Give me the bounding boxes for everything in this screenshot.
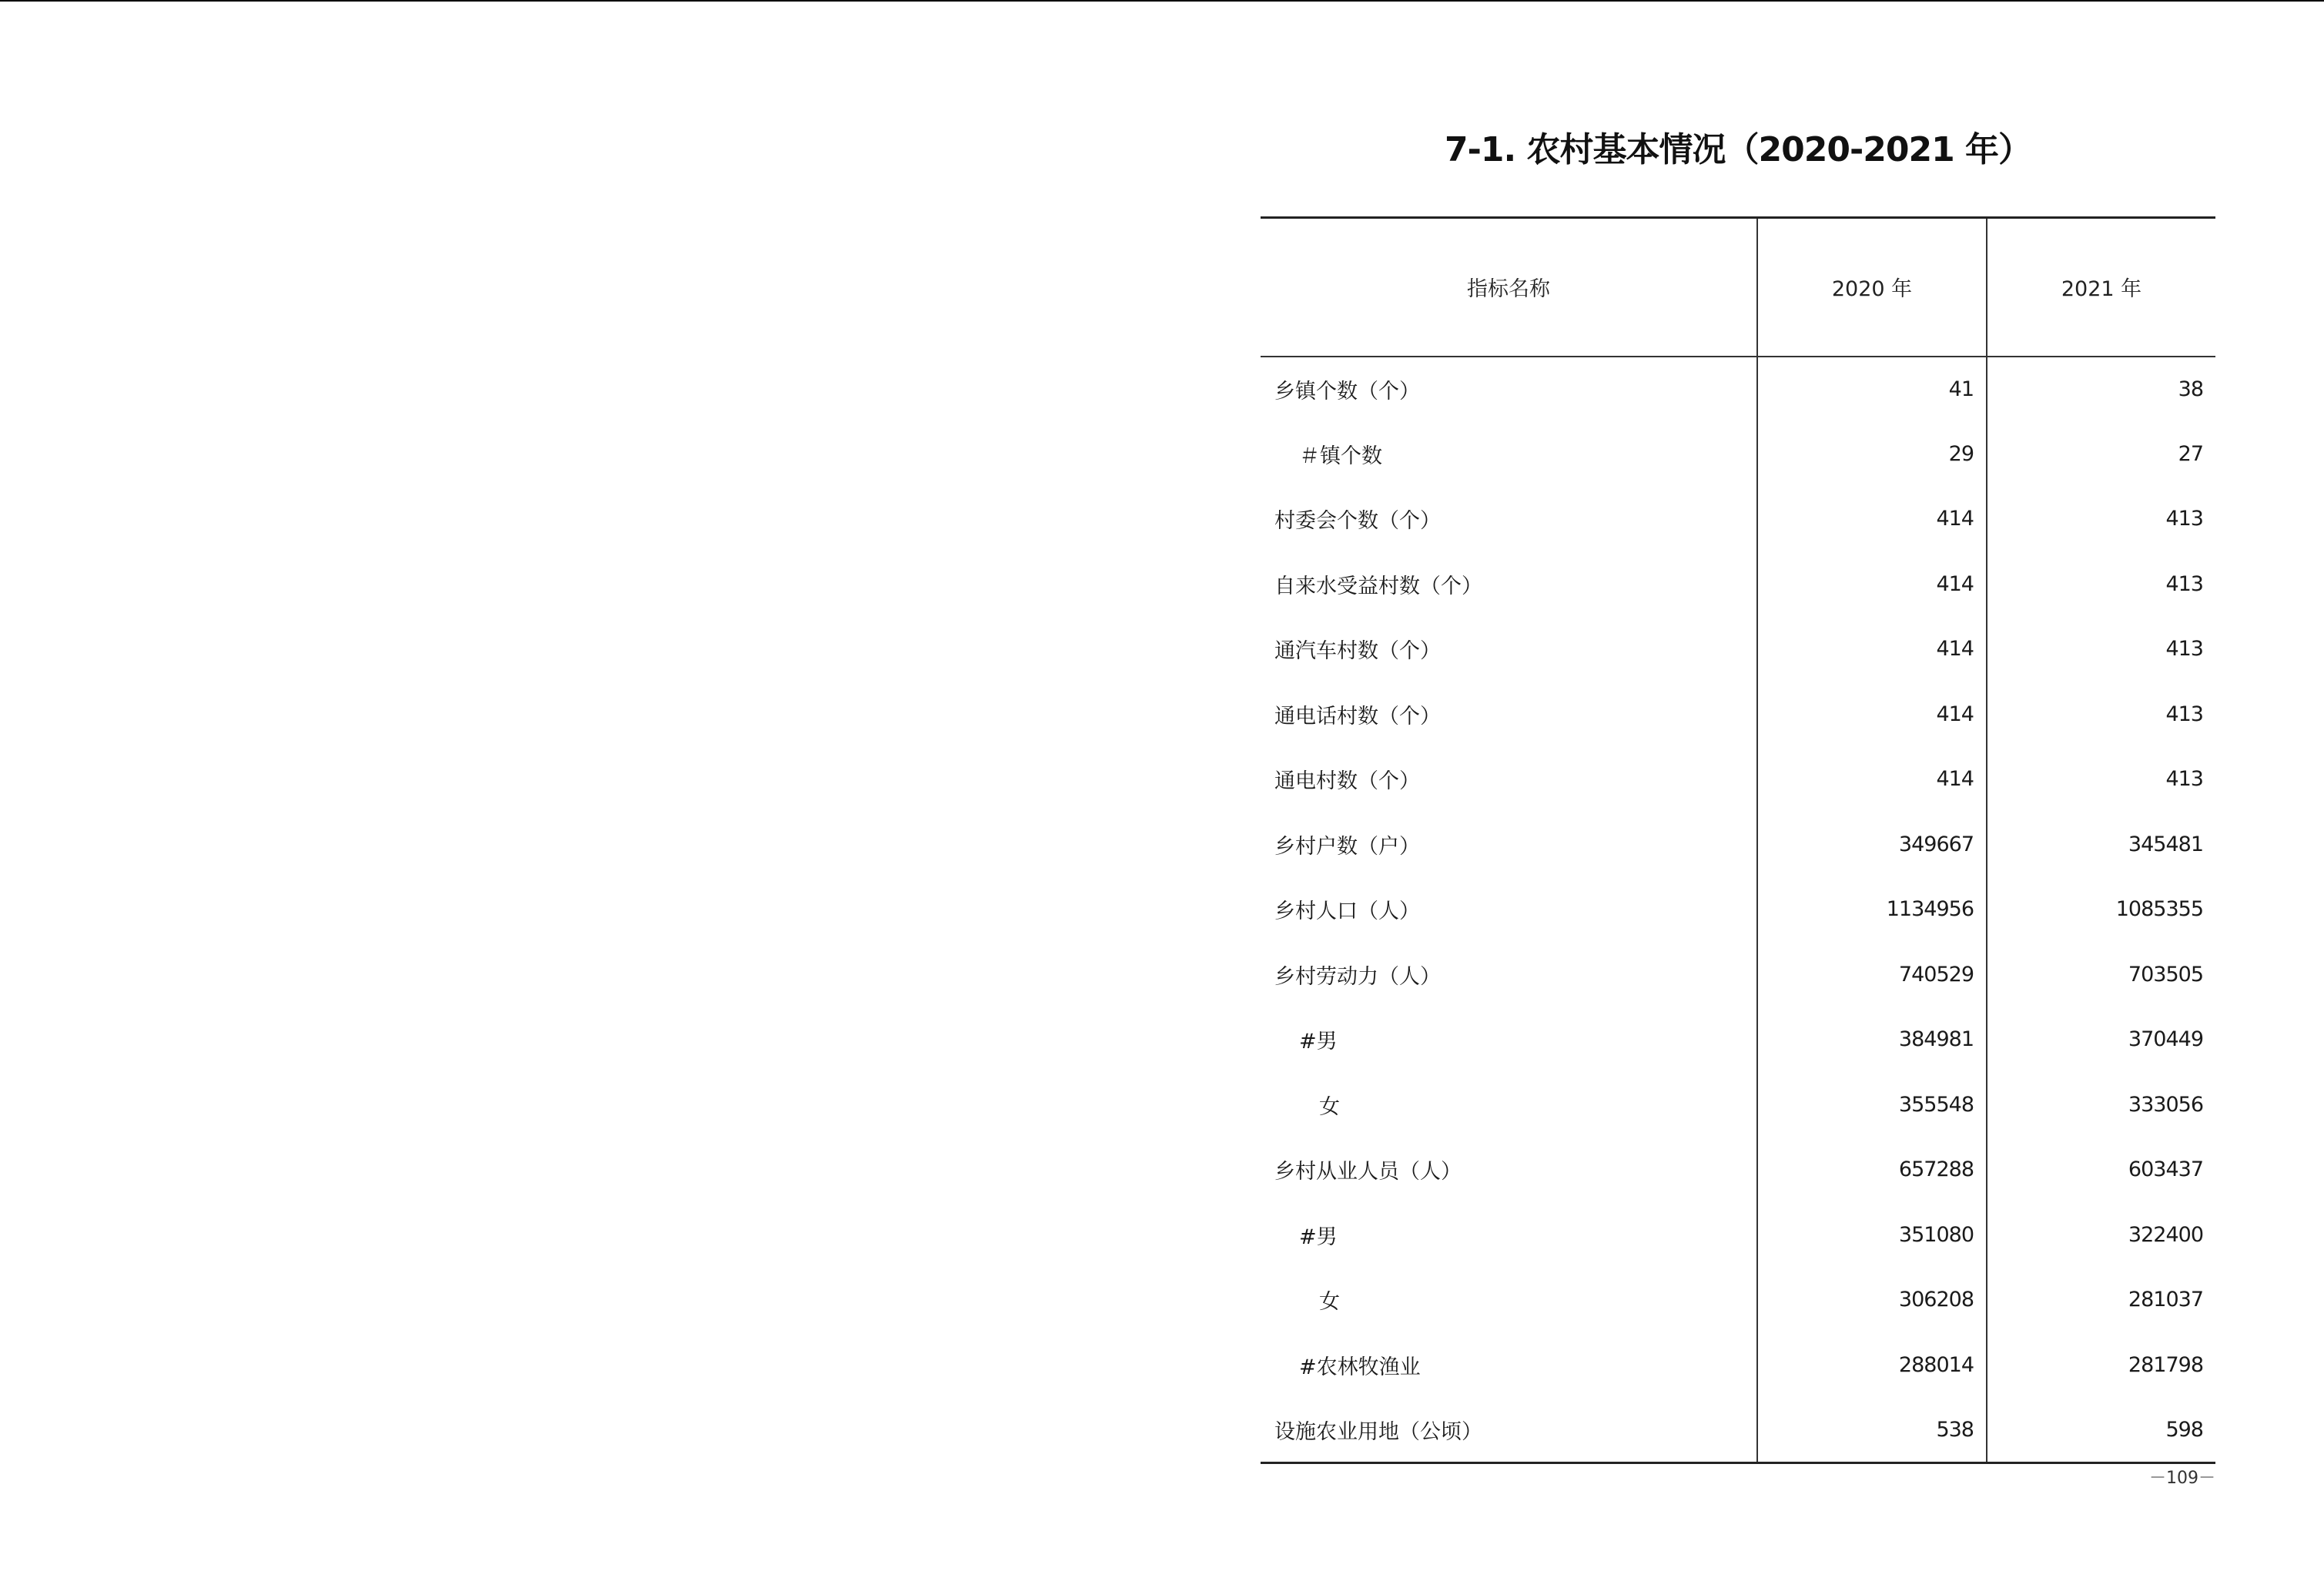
right-page <box>1261 0 2215 1588</box>
table-row <box>1261 682 2215 747</box>
value-2020: 414 <box>1757 682 1987 747</box>
header-year-2021: 2021 年 <box>1987 218 2215 357</box>
value-2020: 414 <box>1757 747 1987 812</box>
table-row <box>1261 1137 2215 1203</box>
value-2020: 349667 <box>1757 812 1987 877</box>
page-title: 7-1. 农村基本情况（2020-2021 年） <box>1444 130 2032 169</box>
value-2020: 414 <box>1757 617 1987 682</box>
value-2021: 598 <box>1987 1398 2215 1463</box>
value-2020: 41 <box>1757 357 1987 422</box>
value-2021: 413 <box>2165 571 2203 596</box>
value-2021: 1085355 <box>2115 897 2203 922</box>
value-2021: 27 <box>2178 441 2203 466</box>
value-2020: 657288 <box>1757 1137 1987 1203</box>
value-2020: 384981 <box>1757 1007 1987 1073</box>
row-label: 村委会个数（个） <box>1274 509 1441 534</box>
value-2021: 413 <box>2165 637 2203 662</box>
value-2021: 281798 <box>2128 1352 2203 1377</box>
header-indicator-name: 指标名称 <box>1261 218 1757 357</box>
value-2021: 281037 <box>2128 1288 2203 1312</box>
value-2021: 413 <box>2165 702 2203 726</box>
value-2021: 345481 <box>2128 832 2203 856</box>
value-2021: 603437 <box>2128 1157 2203 1182</box>
row-label: ＃镇个数 <box>1299 444 1382 468</box>
table-row <box>1261 1332 2215 1398</box>
value-2020: 288014 <box>1757 1332 1987 1398</box>
table-row <box>1261 942 2215 1007</box>
row-label: 通电村数（个） <box>1274 769 1420 794</box>
table-header-row <box>1261 218 2215 357</box>
table-row <box>1261 877 2215 943</box>
table-row <box>1261 421 2215 487</box>
value-2021: 370449 <box>2128 1027 2203 1052</box>
row-label: 通汽车村数（个） <box>1274 639 1441 664</box>
row-label: 自来水受益村数（个） <box>1274 574 1482 598</box>
table-body <box>1261 357 2215 1463</box>
table-row <box>1261 747 2215 812</box>
row-label: 乡村人口（人） <box>1274 900 1420 924</box>
header-year-2020: 2020 年 <box>1757 218 1987 357</box>
value-2020: 414 <box>1757 551 1987 617</box>
table-row <box>1261 1007 2215 1073</box>
table-row <box>1261 812 2215 877</box>
table-row <box>1261 1202 2215 1268</box>
value-2020: 355548 <box>1757 1072 1987 1137</box>
row-label: 乡村从业人员（人） <box>1274 1160 1462 1184</box>
table-row <box>1261 357 2215 422</box>
row-label: #男 <box>1299 1225 1338 1249</box>
value-2020: 306208 <box>1757 1268 1987 1333</box>
table-row <box>1261 1072 2215 1137</box>
rural-stats-table <box>1261 216 2215 1464</box>
value-2020: 414 <box>1757 487 1987 552</box>
table-row <box>1261 1268 2215 1333</box>
value-2020: 538 <box>1757 1398 1987 1463</box>
value-2020: 740529 <box>1757 942 1987 1007</box>
value-2021: 413 <box>2165 507 2203 531</box>
value-2020: 29 <box>1757 421 1987 487</box>
row-label: 乡村劳动力（人） <box>1274 964 1441 989</box>
row-label: #男 <box>1299 1030 1338 1054</box>
row-label: 通电话村数（个） <box>1274 704 1441 729</box>
value-2020: 1134956 <box>1757 877 1987 943</box>
table-row <box>1261 487 2215 552</box>
value-2021: 38 <box>2178 377 2203 401</box>
table-row <box>1261 1398 2215 1463</box>
row-label: 设施农业用地（公顷） <box>1261 1398 1757 1463</box>
row-label: 女 <box>1319 1094 1340 1119</box>
table-row <box>1261 551 2215 617</box>
row-label: 乡镇个数（个） <box>1274 379 1420 404</box>
row-label: #农林牧渔业 <box>1299 1355 1421 1379</box>
value-2021: 333056 <box>2128 1092 2203 1117</box>
table-row <box>1261 617 2215 682</box>
row-label: 乡村户数（户） <box>1274 834 1420 859</box>
value-2021: 322400 <box>2128 1222 2203 1247</box>
value-2021: 703505 <box>2128 962 2203 987</box>
value-2021: 413 <box>2165 767 2203 792</box>
page-number: －109－ <box>2149 1469 2215 1488</box>
row-label: 女 <box>1319 1290 1340 1315</box>
value-2020: 351080 <box>1757 1202 1987 1268</box>
